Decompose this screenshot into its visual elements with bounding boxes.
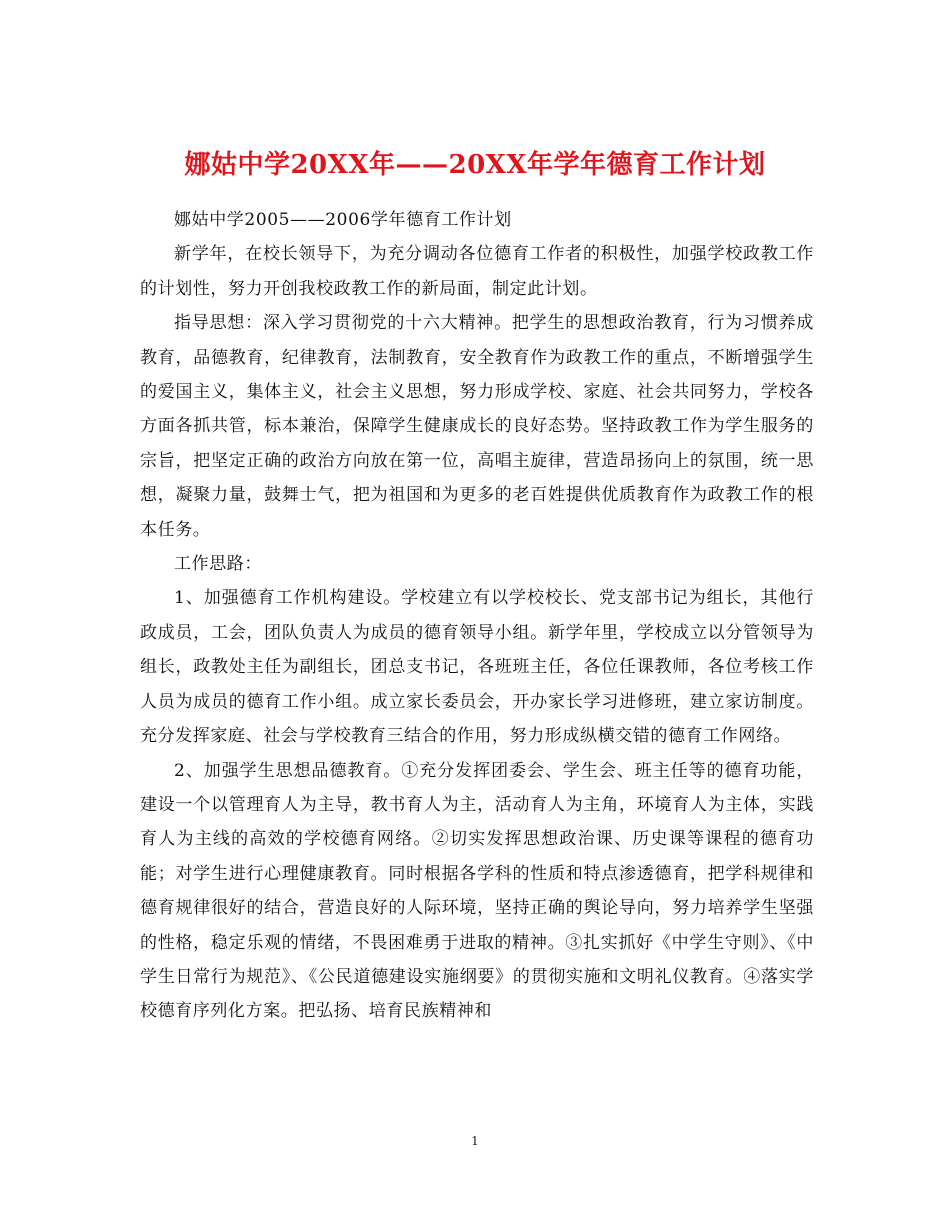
paragraph-intro: 新学年，在校长领导下，为充分调动各位德育工作者的积极性，加强学校政教工作的计划性，努力开创我校政教工作的新局面，制定此计划。: [140, 244, 814, 299]
paragraph-plan-heading: 娜姑中学2005——2006学年德育工作计划: [174, 210, 512, 230]
paragraph-item-1: 1、加强德育工作机构建设。学校建立有以学校校长、党支部书记为组长，其他行政成员，工会，团队负责人为成员的德育领导小组。新学年里，学校成立以分管领导为组长，政教处主任为副组长，团总支书记，各班班主任，各位任课教师，各位考核工作人员为成员的德育工作小组。成立家长委员会，开办家长学习进修班，建立家访制度。充分发挥家庭、社会与学校教育三结合的作用，努力形成纵横交错的德育工作网络。: [140, 588, 814, 747]
page-number: 1: [471, 1134, 479, 1148]
document-body: [140, 203, 814, 1029]
paragraph-guiding-ideology: 指导思想：深入学习贯彻党的十六大精神。把学生的思想政治教育，行为习惯养成教育，品德教育，纪律教育，法制教育，安全教育作为政教工作的重点，不断增强学生的爱国主义，集体主义，社会主义思想，努力形成学校、家庭、社会共同努力，学校各方面各抓共管，标本兼治，保障学生健康成长的良好态势。坚持政教工作为学生服务的宗旨，把坚定正确的政治方向放在第一位，高唱主旋律，营造昂扬向上的氛围，统一思想，凝聚力量，鼓舞士气，把为祖国和为更多的老百姓提供优质教育作为政教工作的根本任务。: [140, 313, 814, 540]
document-title: 娜姑中学20XX年——20XX年学年德育工作计划: [184, 150, 766, 181]
paragraph-item-2: 2、加强学生思想品德教育。①充分发挥团委会、学生会、班主任等的德育功能，建设一个以管理育人为主导，教书育人为主，活动育人为主角，环境育人为主体，实践育人为主线的高效的学校德育网络。②切实发挥思想政治课、历史课等课程的德育功能；对学生进行心理健康教育。同时根据各学科的性质和特点渗透德育，把学科规律和德育规律很好的结合，营造良好的人际环境，坚持正确的舆论导向，努力培养学生坚强的性格，稳定乐观的情绪，不畏困难勇于进取的精神。③扎实抓好《中学生守则》、《中学生日常行为规范》、《公民道德建设实施纲要》的贯彻实施和文明礼仪教育。④落实学校德育序列化方案。把弘扬、培育民族精神和: [140, 760, 814, 1022]
paragraph-work-ideas-heading: 工作思路：: [174, 554, 262, 575]
